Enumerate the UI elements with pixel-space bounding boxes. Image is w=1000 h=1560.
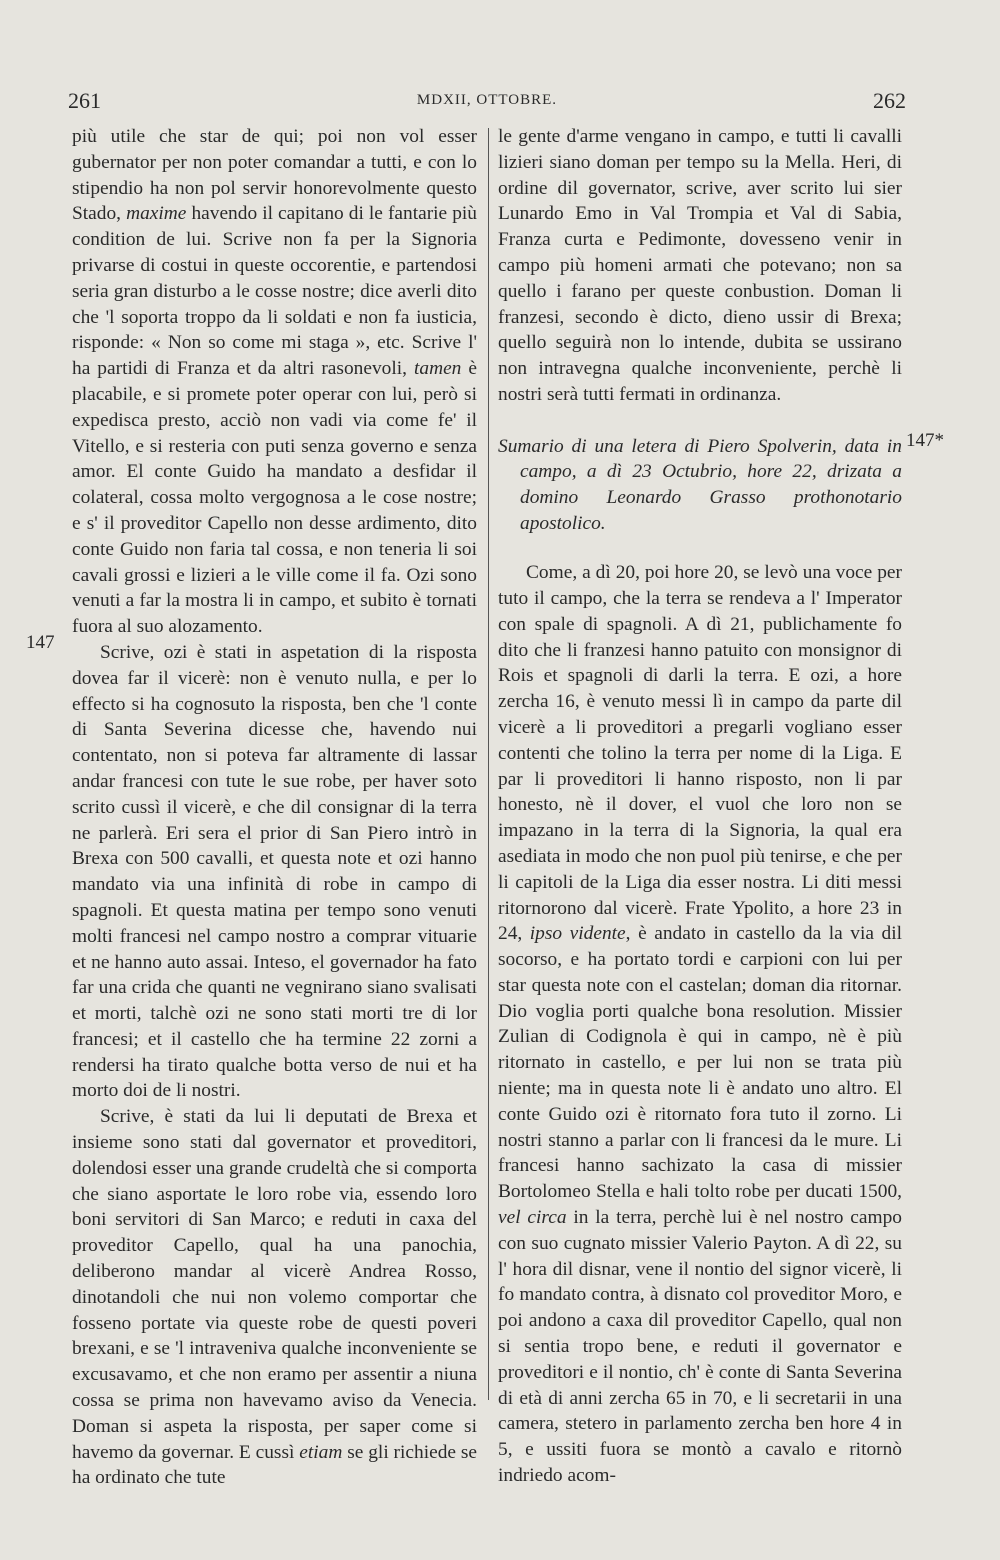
right-page-number: 262 bbox=[873, 88, 906, 113]
left-paragraph-1 bbox=[72, 124, 477, 640]
right-margin-column-number: 147* bbox=[906, 430, 944, 451]
text-run: se gli richiede se ha ordinato che tute bbox=[72, 1441, 478, 1489]
left-paragraph-3 bbox=[72, 1104, 477, 1491]
left-column bbox=[72, 124, 477, 1491]
italic-term: tamen bbox=[413, 358, 462, 380]
text-run: è placabile, e si promete poter operar con lui, però si expedisca presto, acciò non vadi via come fe' il Vitello, e si resteria con puti senza governo e senza amor. El conte Guido ha mandato a desfidar il colateral, cossa molto vergognosa a le cose nostre; e s' il proveditor Capello non desse ardimento, dito conte Guido non faria tal cossa, e non teneria li soi cavali grossi e lizieri a le ville come il fa. Ozi sono venuti a far la mostra li in campo, et subito è tornati fuora al suo alozamento. bbox=[72, 358, 477, 638]
text-run: più utile che star de qui; poi non vol esser gubernator per non poter comandar a tutti, e con lo stipendio ha non pol servir honorevolmente questo Stado, bbox=[72, 126, 477, 225]
left-page-number: 261 bbox=[68, 88, 101, 113]
text-run: , è andato in castello da la via dil socorso, e ha portato tordi e carpioni con lui per star questa note con el castelan; doman dia ritornar. Dio voglia porti qualche bona resolution. Missier Zulian di Codignola è qui in campo, nè è più ritornato in castello, e per lui non se trata più niente; ma in questa note li è andato uno altro. El conte Guido ozi è ritornato fora tuto il zorno. Li nostri stanno a parlar con li francesi da le mure. Li francesi hanno sachizato la casa di missier Bortolomeo Stella e hali tolto robe per ducati 1500, bbox=[498, 923, 902, 1203]
running-title: MDXII, OTTOBRE. bbox=[416, 92, 558, 108]
left-paragraph-2: Scrive, ozi è stati in aspetation di la risposta dovea far il vicerè: non è venuto nulla, e per lo effecto si ha cognosuto la risposta, ben che 'l conte di Santa Severina dicesse che, havendo nui contentato, non si poteva far altramente di lassar andar francesi con tute le sue robe, per haver soto scrito cussì il vicerè, e che dil consignar di la terra ne parlerà. Eri sera el prior di San Piero intrò in Brexa con 500 cavalli, et questa note et ozi hanno mandato via una infinità di robe in campo di spagnoli. Et questa matina per tempo sono venuti molti francesi nel campo nostro a comprar vituarie et ne hanno auto assai. Inteso, el governador ha fato far una crida che quanti ne vegnirano siano svalisati et morti, talchè ozi ne sono stati morti tre di lor francesi; et il castello che ha termine 22 zorni a rendersi ha tirato qualche botta verso de nui et ha morto doi de li nostri. bbox=[72, 641, 477, 1102]
left-margin-column-number: 147 bbox=[26, 632, 55, 653]
text-run: havendo il capitano di le fantarie più condition de lui. Scrive non fa per la Signoria privarse di costui in queste occorentie, e partendosi seria gran disturbo a le cosse nostre; dice averli dito che 'l soporta troppo da li soldati e non fa iusticia, risponde: « Non so come mi staga », etc. Scrive l' ha partidi di Franza et da altri rasonevoli, bbox=[72, 203, 477, 380]
page-header bbox=[68, 88, 906, 116]
italic-term: etiam bbox=[299, 1441, 343, 1463]
text-run: Scrive, è stati da lui li deputati de Brexa et insieme sono stati dal governator et proveditori, dolendosi esser una grande crudeltà che si comporta che siano asportate le loro robe via, essendo loro boni servitori di San Marco; e reduti in caxa del proveditor Capello, qual ha una panochia, deliberono mandar al vicerè Andrea Rosso, dinotandoli che nui non volemo comportar che fosseno portate via queste robe de questi poveri brexani, e se 'l intraveniva qualche inconveniente se excusavamo, et che non eramo per assentir a niuna cossa se prima non havevamo aviso da Venecia. Doman si aspeta la risposta, per saper come si havemo da governar. E cussì bbox=[72, 1106, 477, 1463]
right-paragraph-2 bbox=[498, 560, 902, 1489]
section-heading: Sumario di una letera di Piero Spolverin, data in campo, a dì 23 Octubrio, hore 22, drizata a domino Leonardo Grasso prothonotario apostolico. bbox=[498, 435, 902, 534]
right-column bbox=[498, 124, 902, 1489]
text-run: in la terra, perchè lui è nel nostro campo con suo cugnato missier Valerio Payton. A dì 22, su l' hora dil disnar, vene il nontio del signor vicerè, li fo mandato contra, à disnato col proveditor Moro, e poi andono a caxa dil proveditor Capello, qual non si sentia tropo bene, e reduti il governator e proveditori e il nontio, ch' è conte di Santa Severina di età di anni zercha 65 in 70, e li secretarii in una camera, stetero in parlamento zercha ben hore 4 in 5, e ussiti fuora se montò a cavalo e ritornò indriedo acom- bbox=[498, 1207, 902, 1487]
text-run: Come, a dì 20, poi hore 20, se levò una voce per tuto il campo, che la terra se rendeva a l' Imperator con spale di spagnoli. A dì 21, publichamente fo dito che li franzesi hanno patuito con monsignor di Rois et spagnoli di darli la terra. E ozi, a hore zercha 16, è venuto messi lì in campo da parte dil vicerè a li proveditori a pregarli vogliano esser contenti che tolino la terra per nome di la Liga. E par li proveditori li hanno risposto, non li par honesto, nè il dover, el vuol che loro non se impazano in la terra di la Signoria, la qual era asediata in modo che non puol più tenirse, e che per li capitoli de la Liga dia esser nostra. Li diti messi ritornorono dal vicerè. Frate Ypolito, a hore 23 in 24, bbox=[498, 562, 902, 945]
italic-term: vel circa bbox=[498, 1207, 567, 1229]
italic-term: maxime bbox=[126, 203, 187, 225]
right-paragraph-1: le gente d'arme vengano in campo, e tutti li cavalli lizieri siano doman per tempo su la Mella. Heri, di ordine dil governator, scrive, aver scrito lui sier Lunardo Emo in Val Trompia et Val di Sabia, Franza curta e Pedimonte, dovesseno venir in campo più homeni armati che potevano; non sa quello i farano per queste conbustion. Doman li franzesi, secondo è dicto, dieno ussir di Brexa; quello seguirà non lo intende, dubita se ussirano non intravegna qualche inconveniente, perchè li nostri serà tutti fermati in ordinanza. bbox=[498, 126, 902, 405]
italic-term: ipso vidente bbox=[529, 923, 626, 945]
column-divider bbox=[488, 128, 489, 1400]
